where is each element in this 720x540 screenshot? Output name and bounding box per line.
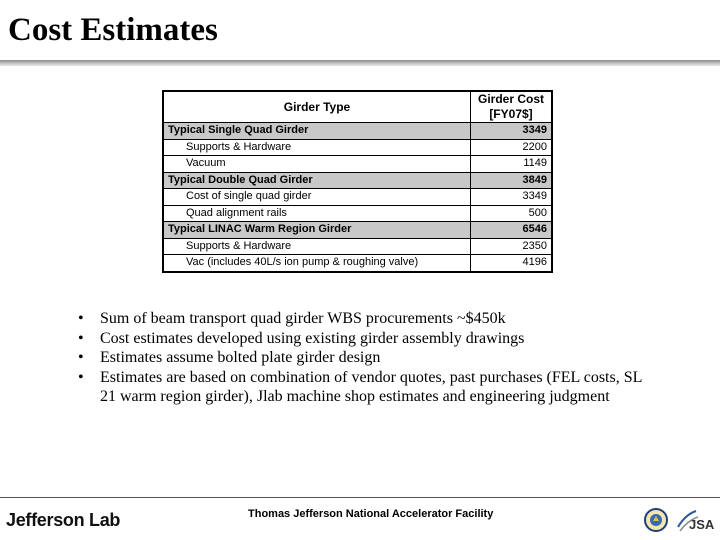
footer-facility-name: Thomas Jefferson National Accelerator Facility xyxy=(248,508,494,520)
bullet-list xyxy=(78,309,658,407)
table-row xyxy=(163,255,552,272)
table-group-row xyxy=(163,172,552,189)
jefferson-lab-logo xyxy=(6,510,120,531)
bullet-item xyxy=(78,368,658,407)
bullet-text: Estimates are based on combination of vendor quotes, past purchases (FEL costs, SL 21 warm region girder), Jlab machine shop estimates and engineering judgment xyxy=(100,368,642,405)
row-label: Cost of single quad girder xyxy=(163,189,471,206)
row-label: Typical Double Quad Girder xyxy=(163,172,471,189)
row-cost-value: 3849 xyxy=(471,172,553,189)
row-label: Vacuum xyxy=(163,156,471,173)
bullet-item xyxy=(78,309,658,329)
bullet-dot: • xyxy=(78,329,84,347)
row-label: Supports & Hardware xyxy=(163,238,471,255)
row-cost-value: 2350 xyxy=(471,238,553,255)
table-row xyxy=(163,156,552,173)
row-label: Vac (includes 40L/s ion pump & roughing valve) xyxy=(163,255,471,272)
bullet-dot: • xyxy=(78,310,84,327)
bullet-text: Sum of beam transport quad girder WBS procurements ~$450k xyxy=(100,310,506,327)
header-girder-cost xyxy=(471,91,553,123)
cost-table xyxy=(162,90,553,273)
table-row xyxy=(163,139,552,156)
table-group-row xyxy=(163,222,552,239)
bullet-dot: • xyxy=(78,368,84,386)
logo-text: Jefferson Lab xyxy=(6,510,121,530)
bullet-item xyxy=(78,348,658,368)
row-cost-value: 2200 xyxy=(471,139,553,156)
header-girder-type: Girder Type xyxy=(163,91,471,123)
doe-emblem-icon xyxy=(644,508,668,532)
bullet-text: Estimates assume bolted plate girder design xyxy=(100,349,381,366)
bullet-dot: • xyxy=(78,349,84,366)
bullet-text: Cost estimates developed using existing girder assembly drawings xyxy=(100,329,525,347)
row-cost-value: 500 xyxy=(471,205,553,222)
jsa-logo-icon xyxy=(676,507,716,535)
row-cost-value: 4196 xyxy=(471,255,553,272)
bullet-item xyxy=(78,329,658,349)
row-label: Quad alignment rails xyxy=(163,205,471,222)
table-row xyxy=(163,205,552,222)
table-row xyxy=(163,238,552,255)
footer-divider xyxy=(0,497,720,498)
row-cost-value: 3349 xyxy=(471,189,553,206)
header-cost-line2: [FY07$] xyxy=(489,107,533,121)
row-label: Supports & Hardware xyxy=(163,139,471,156)
table-row xyxy=(163,189,552,206)
header-cost-line1: Girder Cost xyxy=(477,92,544,106)
table-header-row xyxy=(163,91,552,123)
slide-title: Cost Estimates xyxy=(8,12,218,48)
table-group-row xyxy=(163,123,552,140)
row-cost-value: 6546 xyxy=(471,222,553,239)
row-label: Typical LINAC Warm Region Girder xyxy=(163,222,471,239)
row-cost-value: 1149 xyxy=(471,156,553,173)
row-label: Typical Single Quad Girder xyxy=(163,123,471,140)
jsa-text: JSA xyxy=(689,517,715,532)
row-cost-value: 3349 xyxy=(471,123,553,140)
title-divider xyxy=(0,60,720,66)
